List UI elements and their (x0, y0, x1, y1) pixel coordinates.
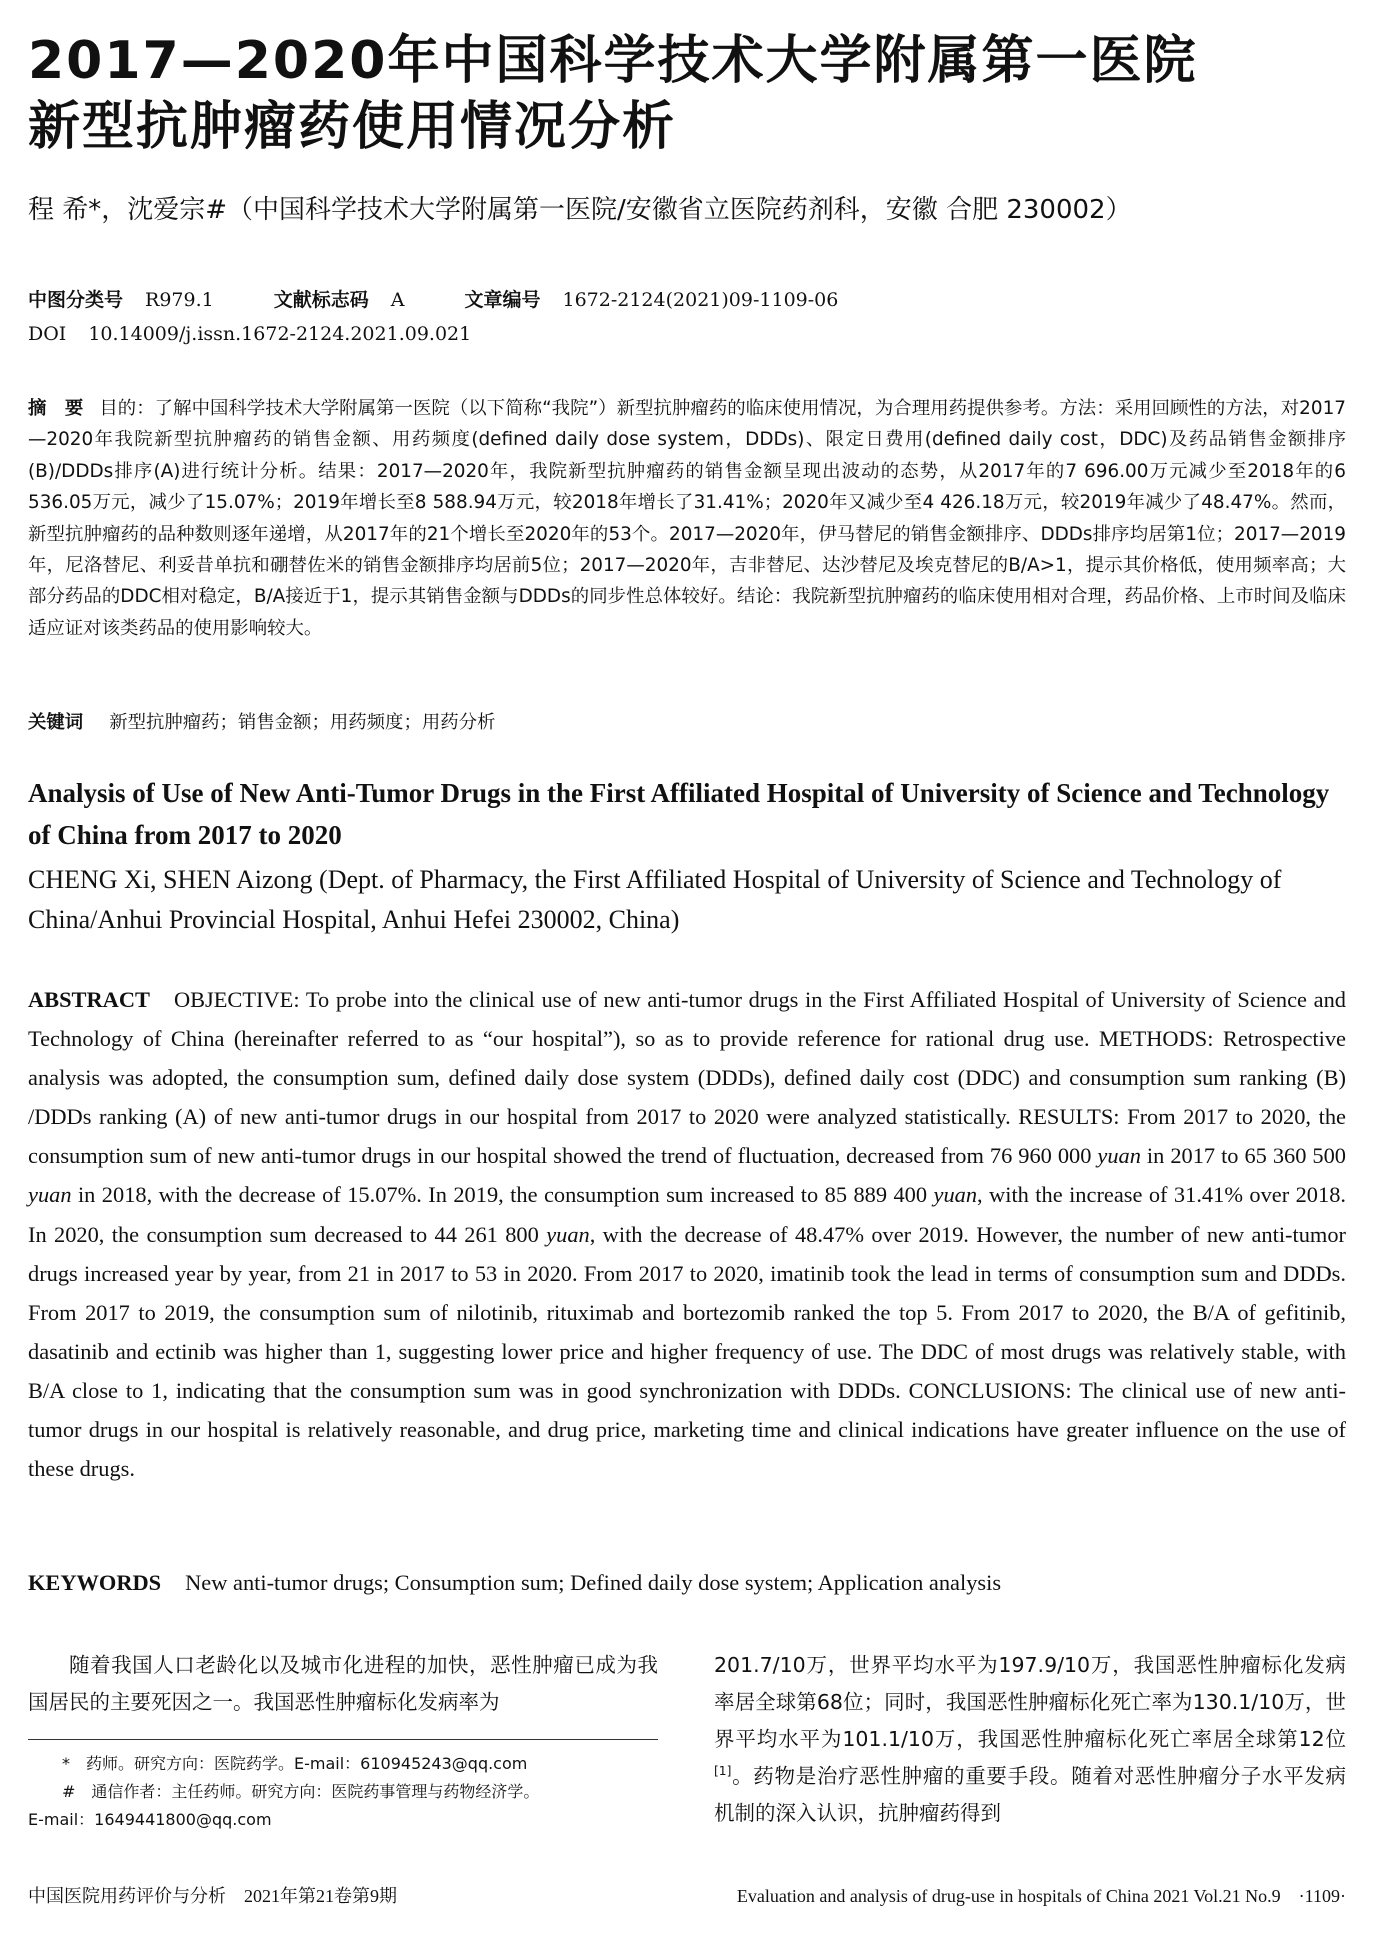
page-footer (28, 1882, 1346, 1910)
clc-label: 中图分类号 (28, 289, 124, 311)
footnote-divider (28, 1739, 658, 1740)
english-keywords (28, 1563, 1346, 1603)
footnote-corresponding: # 通信作者：主任药师。研究方向：医院药事管理与药物经济学。 (62, 1782, 540, 1801)
title-line-2: 新型抗肿瘤药使用情况分析 (28, 97, 677, 157)
english-authors: CHENG Xi, SHEN Aizong (Dept. of Pharmacy, the First Affiliated Hospital of University of Science and Technology of China/Anhui Provincial Hospital, Anhui Hefei 230002, China) (28, 865, 1282, 934)
footnote-email: E-mail：1649441800@qq.com (28, 1810, 272, 1829)
article-metadata (28, 283, 1346, 351)
title-line-1: 2017—2020年中国科学技术大学附属第一医院 (28, 31, 1198, 91)
english-abstract (28, 980, 1346, 1488)
body-right-part-b: 。药物是治疗恶性肿瘤的重要手段。随着对恶性肿瘤分子水平发病机制的深入认识，抗肿瘤药得到 (714, 1764, 1346, 1825)
author-affiliation: 程 希*，沈爱宗#（中国科学技术大学附属第一医院/安徽省立医院药剂科，安徽 合肥 230002） (28, 195, 1132, 225)
en-abstract-part-4: , with the increase of 31.41% over 2018. In 2020, the consumption sum decreased to 44 261 800 (28, 1182, 1346, 1247)
article-number-value: 1672-2124(2021)09-1109-06 (562, 289, 839, 311)
doc-code-value: A (390, 289, 405, 311)
currency-yuan: yuan (1097, 1143, 1141, 1169)
en-abstract-part-2: in 2017 to 65 360 500 (1140, 1143, 1347, 1169)
doc-code-label: 文献标志码 (273, 289, 369, 311)
en-abstract-part-5: , with the decrease of 48.47% over 2019. However, the number of new anti-tumor drugs increased year by year, from 21 in 2017 to 53 in 2020. From 2017 to 2020, imatinib took the lead in terms of consumption sum and DDDs. From 2017 to 2019, the consumption sum of nilotinib, rituximab and bortezomib ranked the top 5. From 2017 to 2020, the B/A of gefitinib, dasatinib and ectinib was higher than 1, suggesting lower price and higher frequency of use. The DDC of most drugs was relatively stable, with B/A close to 1, indicating that the consumption sum was in good synchronization with DDDs. CONCLUSIONS: The clinical use of new anti-tumor drugs in our hospital is relatively reasonable, and drug price, marketing time and clinical indications have greater influence on the use of these drugs. (28, 1221, 1346, 1482)
chinese-abstract (28, 393, 1346, 644)
en-abstract-label: ABSTRACT (28, 987, 150, 1012)
english-title: Analysis of Use of New Anti-Tumor Drugs in the First Affiliated Hospital of University of Science and Technology of China from 2017 to 2020 (28, 778, 1330, 850)
reference-citation[interactable]: [1] (714, 1764, 732, 1779)
article-number-label: 文章编号 (464, 289, 541, 311)
en-keywords-text: New anti-tumor drugs; Consumption sum; Defined daily dose system; Application analysis (185, 1570, 1002, 1595)
clc-value: R979.1 (145, 289, 214, 311)
en-abstract-part-3: in 2018, with the decrease of 15.07%. In 2019, the consumption sum increased to 85 889 400 (71, 1182, 934, 1208)
body-column-left: 随着我国人口老龄化以及城市化进程的加快，恶性肿瘤已成为我国居民的主要死因之一。我国恶性肿瘤标化发病率为 (28, 1653, 658, 1714)
cn-keywords-label: 关键词 (28, 712, 84, 733)
cn-abstract-label: 摘 要 (28, 398, 84, 419)
en-abstract-part-1: OBJECTIVE: To probe into the clinical use of new anti-tumor drugs in the First Affiliated Hospital of University of Science and Technology of China (hereinafter referred to as “our hospital”), so as to provide reference for rational drug use. METHODS: Retrospective analysis was adopted, the consumption sum, defined daily dose system (DDDs), defined daily cost (DDC) and consumption sum ranking (B) /DDDs ranking (A) of new anti-tumor drugs in our hospital from 2017 to 2020 were analyzed statistically. RESULTS: From 2017 to 2020, the consumption sum of new anti-tumor drugs in our hospital showed the trend of fluctuation, decreased from 76 960 000 (28, 987, 1346, 1169)
body-right-part-a: 201.7/10万，世界平均水平为197.9/10万，我国恶性肿瘤标化发病率居全球第68位；同时，我国恶性肿瘤标化死亡率为130.1/10万，世界平均水平为101.1/10万，我国恶性肿瘤标化死亡率居全球第12位 (714, 1653, 1346, 1751)
body-column-right (714, 1647, 1346, 1832)
doi-label: DOI (28, 323, 67, 345)
currency-yuan: yuan (933, 1182, 978, 1208)
en-keywords-label: KEYWORDS (28, 1570, 162, 1595)
cn-keywords-text: 新型抗肿瘤药；销售金额；用药频度；用药分析 (109, 712, 496, 733)
doi-value: 10.14009/j.issn.1672-2124.2021.09.021 (88, 323, 472, 345)
footnote-author: * 药师。研究方向：医院药学。E-mail：610945243@qq.com (62, 1754, 528, 1773)
paper-title (28, 28, 1346, 160)
currency-yuan: yuan (546, 1221, 590, 1247)
chinese-keywords (28, 707, 1346, 739)
footnotes (28, 1750, 658, 1834)
footer-journal-en: Evaluation and analysis of drug-use in hospitals of China 2021 Vol.21 No.9 ·1109· (736, 1886, 1346, 1906)
currency-yuan: yuan (28, 1182, 72, 1208)
footer-journal-cn: 中国医院用药评价与分析 2021年第21卷第9期 (28, 1886, 397, 1906)
cn-abstract-text: 目的：了解中国科学技术大学附属第一医院（以下简称“我院”）新型抗肿瘤药的临床使用情况，为合理用药提供参考。方法：采用回顾性的方法，对2017—2020年我院新型抗肿瘤药的销售金额、用药频度(defined daily dose system，DDDs)、限定日费用(defined daily cost，DDC)及药品销售金额排序(B)/DDDs排序(A)进行统计分析。结果：2017—2020年，我院新型抗肿瘤药的销售金额呈现出波动的态势，从2017年的7 696.00万元减少至2018年的6 536.05万元，减少了15.07%；2019年增长至8 588.94万元，较2018年增长了31.41%；2020年又减少至4 426.18万元，较2019年减少了48.47%。然而，新型抗肿瘤药的品种数则逐年递增，从2017年的21个增长至2020年的53个。2017—2020年，伊马替尼的销售金额排序、DDDs排序均居第1位；2017—2019年，尼洛替尼、利妥昔单抗和硼替佐米的销售金额排序均居前5位；2017—2020年，吉非替尼、达沙替尼及埃克替尼的B/A>1，提示其价格低，使用频率高；大部分药品的DDC相对稳定，B/A接近于1，提示其销售金额与DDDs的同步性总体较好。结论：我院新型抗肿瘤药的临床使用相对合理，药品价格、上市时间及临床适应证对该类药品的使用影响较大。 (28, 398, 1346, 639)
